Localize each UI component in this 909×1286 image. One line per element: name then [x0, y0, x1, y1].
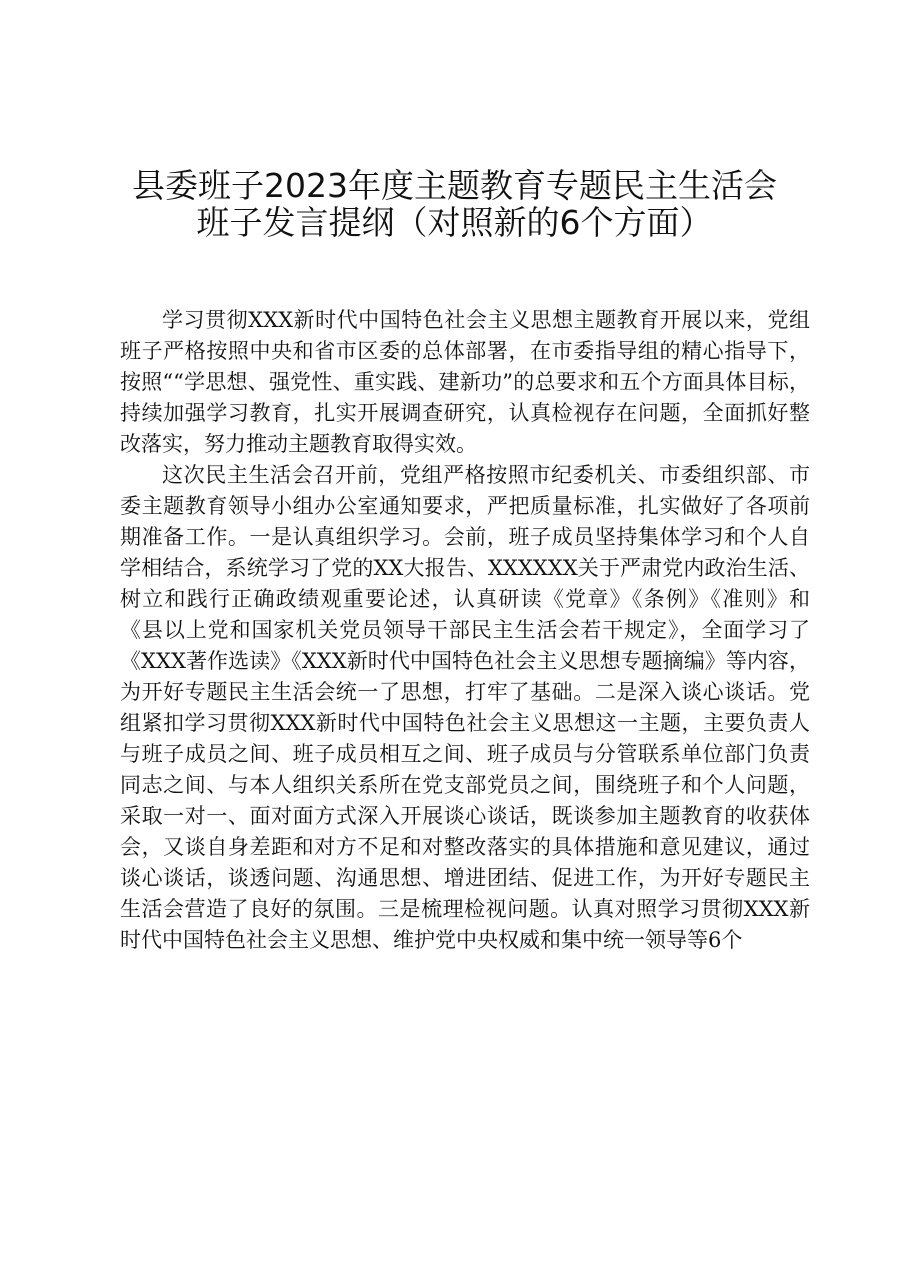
document-title-line-2: 班子发言提纲（对照新的6个方面）	[196, 203, 713, 242]
body-paragraph-2: 这次民主生活会召开前，党组严格按照市纪委机关、市委组织部、市委主题教育领导小组办公室通知要求，严把质量标准，扎实做好了各项前期准备工作。一是认真组织学习。会前，班子成员坚持集体学习和个人自学相结合，系统学习了党的XX大报告、XXXXXX关于严肃党内政治生活、树立和践行正确政绩观重要论述，认真研读《党章》《条例》《准则》和《县以上党和国家机关党员领导干部民主生活会若干规定》，全面学习了《XXX著作选读》《XXX新时代中国特色社会主义思想专题摘编》等内容，为开好专题民主生活会统一了思想，打牢了基础。二是深入谈心谈话。党组紧扣学习贯彻XXX新时代中国特色社会主义思想这一主题，主要负责人与班子成员之间、班子成员相互之间、班子成员与分管联系单位部门负责同志之间、与本人组织关系所在党支部党员之间，围绕班子和个人问题，采取一对一、面对面方式深入开展谈心谈话，既谈参加主题教育的收获体会，又谈自身差距和对方不足和对整改落实的具体措施和意见建议，通过谈心谈话，谈透问题、沟通思想、增进团结、促进工作，为开好专题民主生活会营造了良好的氛围。三是梳理检视问题。认真对照学习贯彻XXX新时代中国特色社会主义思想、维护党中央权威和集中统一领导等6个	[120, 463, 810, 952]
body-paragraph-1: 学习贯彻XXX新时代中国特色社会主义思想主题教育开展以来，党组班子严格按照中央和省市区委的总体部署，在市委指导组的精心指导下，按照““学思想、强党性、重实践、建新功”的总要求和五个方面具体目标，持续加强学习教育，扎实开展调查研究，认真检视存在问题，全面抓好整改落实，努力推动主题教育取得实效。	[120, 308, 810, 456]
document-body	[120, 305, 810, 956]
document-title-line-1: 县委班子2023年度主题教育专题民主生活会	[132, 166, 777, 205]
